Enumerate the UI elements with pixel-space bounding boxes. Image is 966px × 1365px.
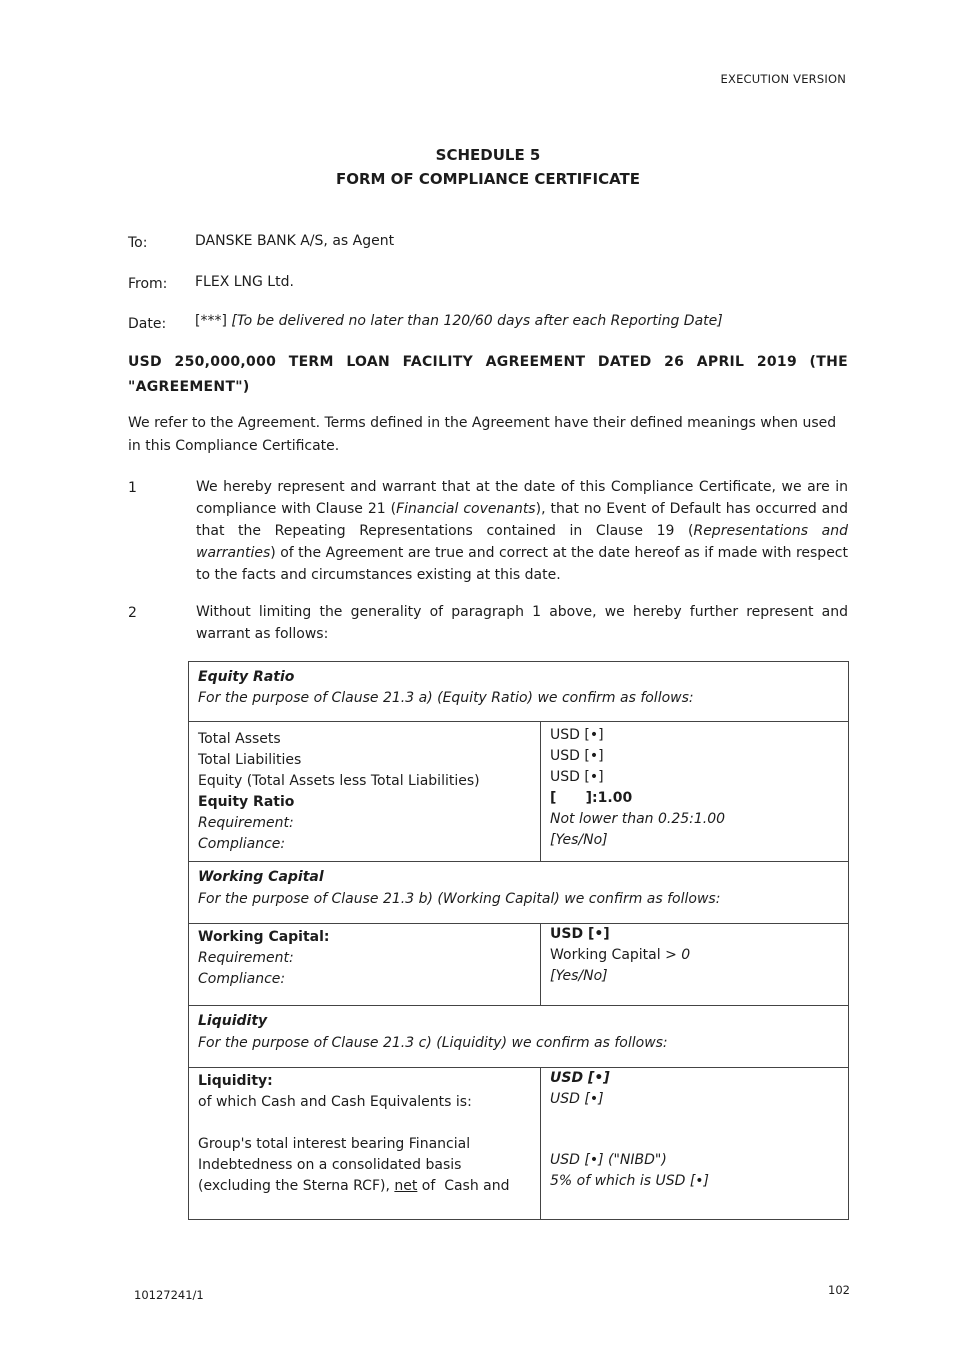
liquidity-label: Liquidity:	[198, 1073, 273, 1089]
paragraph-2-text: Without limiting the generality of paragraph 1 above, we hereby further represent and warrant as follows:	[196, 604, 848, 642]
equity-compliance-value: [Yes/No]	[550, 832, 608, 848]
equity-ratio-title: Equity Ratio	[198, 669, 295, 685]
total-assets-value: USD [•]	[550, 727, 604, 743]
working-capital-label: Working Capital:	[198, 929, 330, 945]
equity-ratio-subtitle: For the purpose of Clause 21.3 a) (Equity Ratio) we confirm as follows:	[198, 690, 694, 706]
working-capital-value: USD [•]	[550, 926, 610, 942]
liquidity-title: Liquidity	[198, 1013, 268, 1029]
total-liabilities-label: Total Liabilities	[198, 752, 302, 768]
from-label: From:	[128, 276, 168, 292]
page-number: 102	[828, 1283, 850, 1297]
date-label: Date:	[128, 316, 167, 332]
schedule-number: SCHEDULE 5	[435, 146, 541, 164]
liquidity-value: USD [•]	[550, 1070, 610, 1086]
equity-value: USD [•]	[550, 769, 604, 785]
equity-ratio-labels	[189, 722, 541, 862]
schedule-heading	[0, 143, 966, 191]
liquidity-header	[189, 1006, 849, 1068]
equity-ratio-header	[189, 662, 849, 722]
paragraph-2-number: 2	[128, 605, 137, 621]
to-value: DANSKE BANK A/S, as Agent	[195, 233, 395, 249]
equity-ratio-label: Equity Ratio	[198, 794, 295, 810]
equity-compliance-label: Compliance:	[198, 836, 286, 852]
from-value: FLEX LNG Ltd.	[195, 274, 294, 290]
equity-ratio-value: [ ]:1.00	[550, 790, 633, 806]
compliance-table	[188, 661, 849, 1220]
cash-equivalents-value: USD [•]	[550, 1091, 604, 1107]
paragraph-1-number: 1	[128, 480, 137, 496]
date-placeholder: [***]	[195, 313, 232, 329]
working-capital-header	[189, 862, 849, 924]
schedule-title: FORM OF COMPLIANCE CERTIFICATE	[335, 170, 641, 188]
nibd-label-line-1: Group's total interest bearing Financial	[198, 1136, 471, 1152]
cash-equivalents-label: of which Cash and Cash Equivalents is:	[198, 1094, 472, 1110]
nibd-label-line-2: Indebtedness on a consolidated basis	[198, 1157, 462, 1173]
total-liabilities-value: USD [•]	[550, 748, 604, 764]
wc-compliance-label: Compliance:	[198, 971, 286, 987]
working-capital-values	[541, 924, 849, 1006]
date-value	[195, 313, 723, 329]
working-capital-title: Working Capital	[198, 869, 324, 885]
equity-requirement-value: Not lower than 0.25:1.00	[550, 811, 726, 827]
execution-version-label: EXECUTION VERSION	[720, 72, 846, 86]
nibd-percentage-value: 5% of which is USD [•]	[550, 1173, 710, 1189]
equity-requirement-label: Requirement:	[198, 815, 294, 831]
wc-requirement-value: Working Capital > 0	[550, 947, 691, 963]
agreement-title: USD 250,000,000 TERM LOAN FACILITY AGREEMENT DATED 26 APRIL 2019 (THE "AGREEMENT")	[128, 354, 848, 395]
liquidity-subtitle: For the purpose of Clause 21.3 c) (Liquidity) we confirm as follows:	[198, 1035, 668, 1051]
paragraph-1-text: We hereby represent and warrant that at the date of this Compliance Certificate, we are in compliance with Clause 21 (Financial covenants), that no Event of Default has occurred and that the Repeating Representations contained in Clause 19 (Representations and warranties) of the Agreement are true and correct at the date hereof as if made with respect to the facts and circumstances existing at this date.	[196, 479, 848, 583]
working-capital-subtitle: For the purpose of Clause 21.3 b) (Working Capital) we confirm as follows:	[198, 891, 721, 907]
equity-ratio-values	[541, 722, 849, 862]
intro-paragraph: We refer to the Agreement. Terms defined in the Agreement have their defined meanings when used in this Compliance Certificate.	[128, 415, 837, 454]
nibd-label-line-3: (excluding the Sterna RCF), net of Cash and	[198, 1178, 510, 1194]
document-id: 10127241/1	[134, 1288, 204, 1302]
liquidity-labels	[189, 1068, 541, 1220]
equity-label: Equity (Total Assets less Total Liabilities)	[198, 773, 480, 789]
to-label: To:	[128, 235, 148, 251]
nibd-value: USD [•] ("NIBD")	[550, 1152, 667, 1168]
wc-compliance-value: [Yes/No]	[550, 968, 608, 984]
liquidity-values	[541, 1068, 849, 1220]
working-capital-labels	[189, 924, 541, 1006]
total-assets-label: Total Assets	[198, 731, 281, 747]
date-instruction: [To be delivered no later than 120/60 days after each Reporting Date]	[231, 313, 723, 329]
wc-requirement-label: Requirement:	[198, 950, 294, 966]
